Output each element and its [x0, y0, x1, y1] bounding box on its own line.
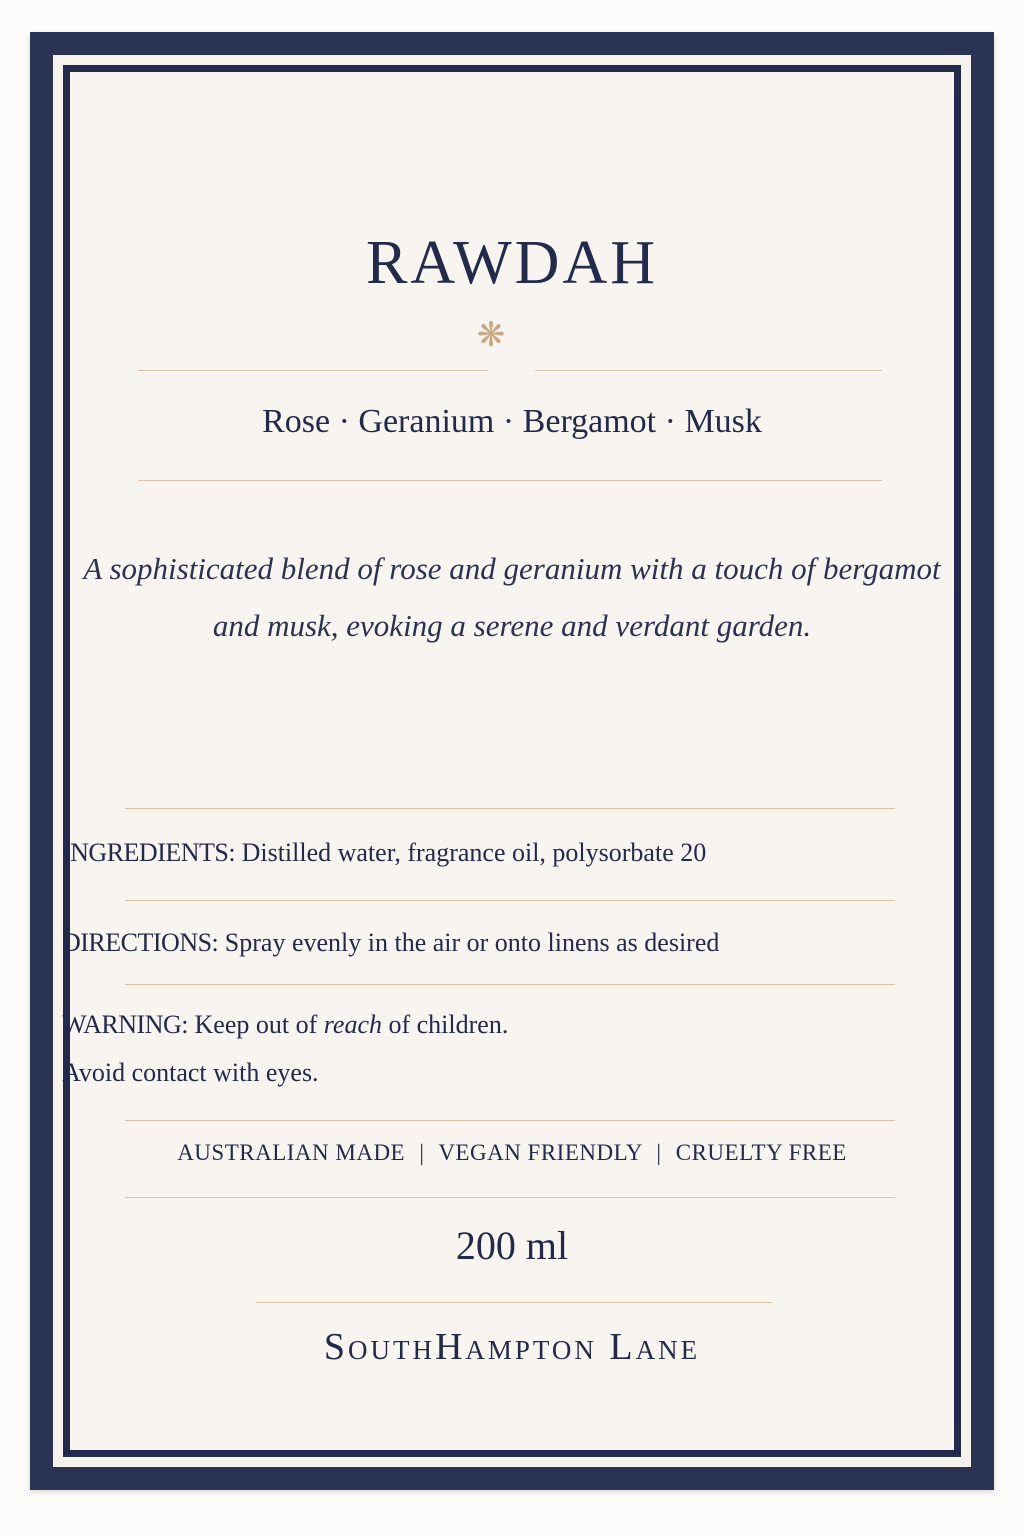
directions-value: Spray evenly in the air or onto linens as desired — [224, 928, 720, 957]
ingredients-value: Distilled water, fragrance oil, polysorbate 20 — [241, 838, 707, 867]
badge-vegan-friendly: VEGAN FRIENDLY — [438, 1140, 643, 1165]
divider — [125, 1197, 895, 1198]
warning-value-before: Keep out of — [194, 1010, 318, 1039]
divider — [125, 900, 895, 901]
warning-line — [62, 1010, 1014, 1040]
warning-label: WARNING: — [62, 1010, 188, 1039]
volume: 200 ml — [455, 1223, 569, 1268]
warning-value-emphasis: reach — [323, 1010, 382, 1039]
product-name: RAWDAH — [365, 229, 658, 297]
divider-left — [138, 370, 488, 371]
badges-row — [0, 1140, 1024, 1166]
ingredients-line — [62, 838, 1014, 868]
scent-notes: Rose · Geranium · Bergamot · Musk — [262, 403, 762, 440]
product-description: A sophisticated blend of rose and geranium with a touch of bergamot and musk, evoking a serene and verdant garden. — [83, 551, 941, 643]
badge-separator: | — [656, 1140, 662, 1165]
divider — [256, 1302, 772, 1303]
asterisk-flower-icon: ❋ — [476, 317, 506, 354]
badge-separator: | — [419, 1140, 425, 1165]
directions-label: DIRECTIONS: — [62, 928, 219, 957]
ingredients-label: INGREDIENTS: — [62, 838, 236, 867]
divider-right — [535, 370, 882, 371]
directions-line — [62, 928, 1014, 958]
warning-value-after: of children. — [388, 1010, 509, 1039]
badge-cruelty-free: CRUELTY FREE — [675, 1140, 847, 1165]
divider — [125, 808, 895, 809]
warning-line-2: Avoid contact with eyes. — [62, 1058, 319, 1087]
brand-name: SouthHampton Lane — [323, 1326, 701, 1368]
divider — [125, 1120, 895, 1121]
badge-australian-made: AUSTRALIAN MADE — [177, 1140, 406, 1165]
divider — [125, 984, 895, 985]
divider — [138, 480, 882, 481]
